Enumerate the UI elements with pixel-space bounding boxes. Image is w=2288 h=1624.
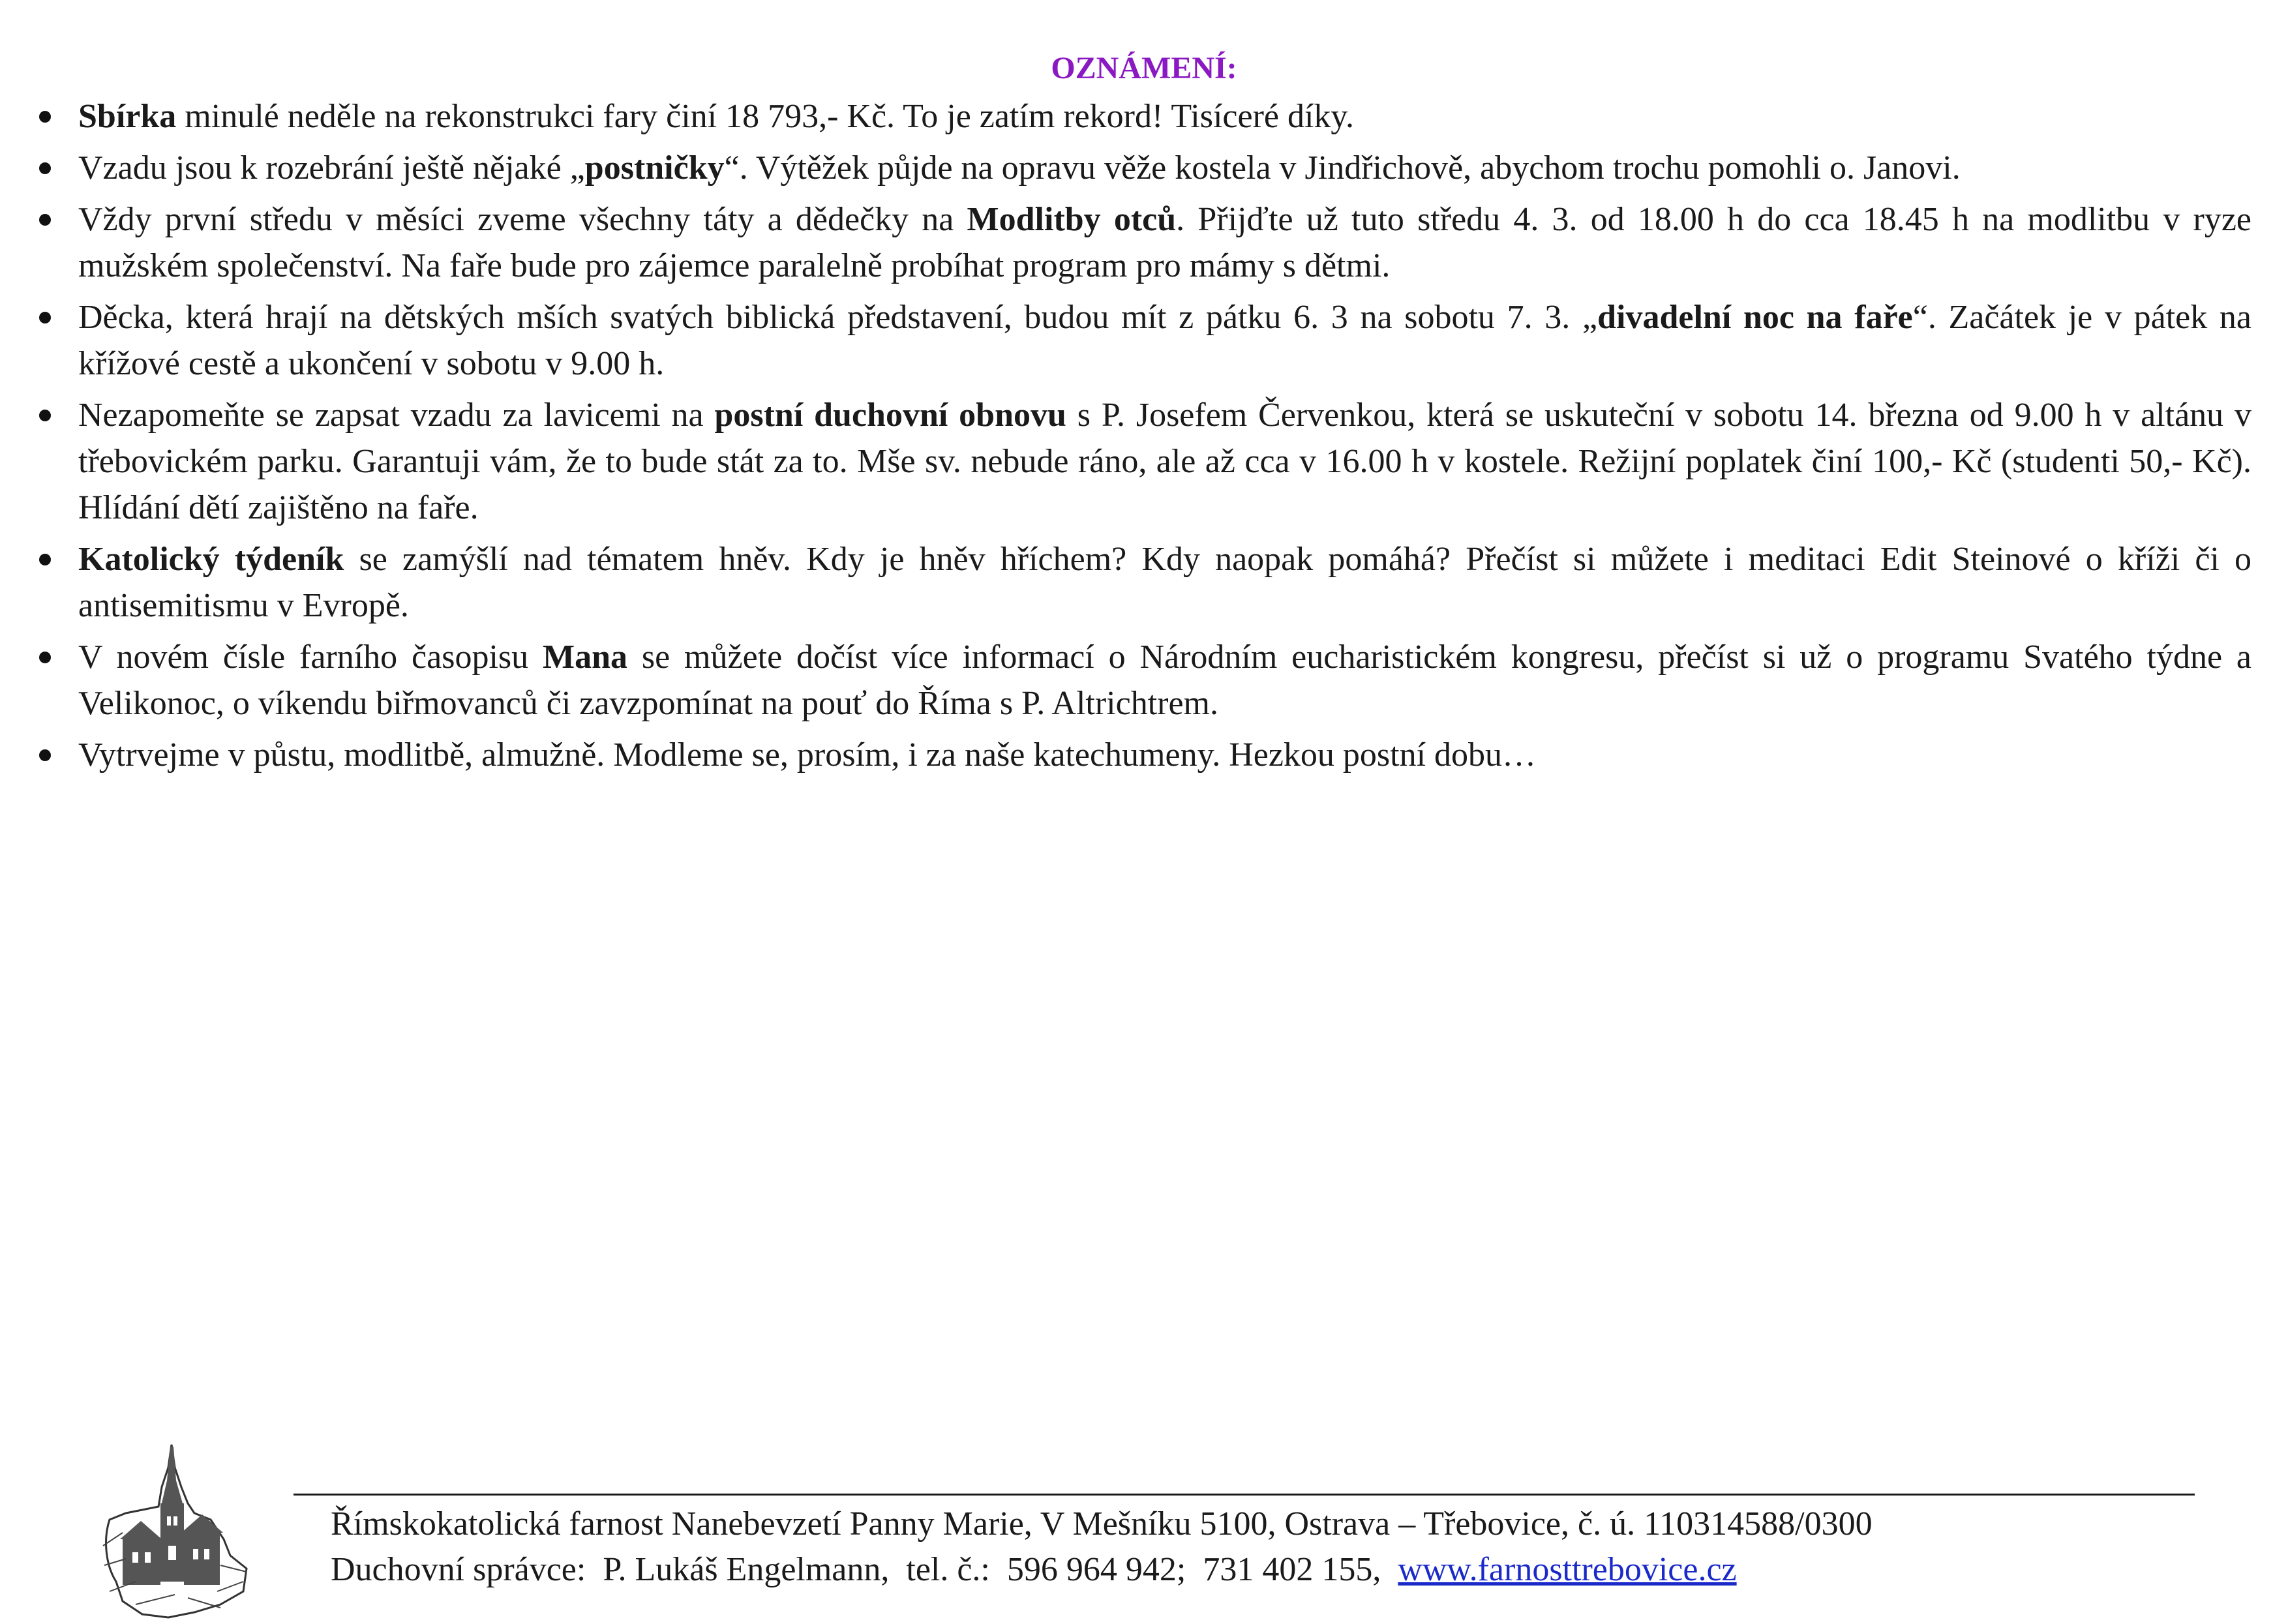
bullet-icon: [39, 749, 51, 761]
announcement-item: [34, 732, 2251, 778]
announcement-fragment: se zamýšlí nad tématem hněv. Kdy je hněv hříchem? Kdy naopak pomáhá? Přečíst si můžete i meditaci Edit Steinové o kříži či o antisemitismu v Evropě.: [78, 541, 2252, 624]
announcement-fragment: V novém čísle farního časopisu: [78, 639, 543, 676]
announcement-text: [78, 397, 2251, 526]
announcement-text: [78, 149, 1961, 187]
announcement-item: [34, 196, 2251, 289]
bullet-icon: [39, 652, 51, 663]
announcement-fragment: Vzadu jsou k rozebrání ještě nějaké „: [78, 149, 585, 187]
announcement-fragment: Nezapomeňte se zapsat vzadu za lavicemi na: [78, 397, 715, 434]
announcement-highlight: Katolický týdeník: [78, 541, 344, 578]
bullet-icon: [39, 554, 51, 565]
bullet-icon: [39, 162, 51, 174]
bullet-icon: [39, 214, 51, 226]
contact-text: Duchovní správce: P. Lukáš Engelmann, tel. č.: 596 964 942; 731 402 155,: [331, 1551, 1398, 1588]
announcement-fragment: . Přijďte už tuto středu 4. 3. od 18.00 h do cca 18.45 h na modlitbu v ryze mužském společenství. Na faře bude pro zájemce paralelně probíhat program pro mámy s dětmi.: [78, 201, 2251, 284]
announcement-item: [34, 536, 2251, 629]
announcement-fragment: Vždy první středu v měsíci zveme všechny táty a dědečky na: [78, 201, 967, 238]
announcement-highlight: postní duchovní obnovu: [714, 397, 1066, 434]
announcement-fragment: minulé neděle na rekonstrukci fary činí 18 793,- Kč. To je zatím rekord! Tisíceré díky.: [176, 98, 1355, 135]
announcement-fragment: “. Začátek je v pátek na křížové cestě a ukončení v sobotu v 9.00 h.: [78, 299, 2252, 382]
announcement-item: [34, 294, 2251, 387]
announcement-text: [78, 736, 1536, 774]
bullet-icon: [39, 312, 51, 323]
footer-divider: [294, 1494, 2195, 1496]
announcement-highlight: Mana: [543, 639, 627, 676]
announcement-fragment: Děcka, která hrají na dětských mších svatých biblická představení, budou mít z pátku 6. 3 na sobotu 7. 3. „: [78, 299, 1598, 336]
announcement-fragment: “. Výtěžek půjde na opravu věže kostela v Jindřichově, abychom trochu pomohli o. Janovi.: [724, 149, 1961, 187]
bullet-icon: [39, 111, 51, 123]
announcement-item: [34, 145, 2251, 191]
announcement-fragment: se můžete dočíst více informací o Národním eucharistickém kongresu, přečíst si už o programu Svatého týdne a Velikonoc, o víkendu biřmovanců či zavzpomínat na pouť do Říma s P. Altrichtrem.: [78, 639, 2251, 722]
parish-address: Římskokatolická farnost Nanebevzetí Panny Marie, V Mešníku 5100, Ostrava – Třebovice, č. ú. 110314588/0300: [331, 1505, 1873, 1542]
announcement-highlight: Sbírka: [78, 98, 177, 135]
bullet-icon: [39, 410, 51, 421]
announcement-text: [78, 98, 1354, 135]
announcement-item: [34, 634, 2251, 727]
footer: [0, 1441, 2288, 1617]
parish-contact: [331, 1547, 1737, 1593]
announcement-fragment: s P. Josefem Červenkou, která se uskuteční v sobotu 14. března od 9.00 h v altánu v třebovickém parku. Garantuji vám, že to bude stát za to. Mše sv. nebude ráno, ale až cca v 16.00 h v kostele. Režijní poplatek činí 100,- Kč (studenti 50,- Kč). Hlídání dětí zajištěno na faře.: [78, 397, 2252, 526]
announcement-fragment: Vytrvejme v půstu, modlitbě, almužně. Modleme se, prosím, i za naše katechumeny. Hezkou postní dobu…: [78, 736, 1537, 774]
announcement-highlight: postničky: [584, 149, 725, 187]
website-link[interactable]: www.farnosttrebovice.cz: [1398, 1551, 1737, 1588]
announcement-item: [34, 93, 2251, 140]
announcement-list: [34, 93, 2251, 783]
announcement-item: [34, 392, 2251, 531]
page-title: OZNÁMENÍ:: [1051, 51, 1237, 85]
announcement-text: [78, 639, 2251, 722]
announcement-text: [78, 201, 2251, 284]
announcement-highlight: divadelní noc na faře: [1597, 299, 1913, 336]
announcement-text: [78, 299, 2251, 382]
announcement-text: [78, 541, 2251, 624]
church-logo-icon: [97, 1441, 256, 1624]
announcement-highlight: Modlitby otců: [967, 201, 1177, 238]
